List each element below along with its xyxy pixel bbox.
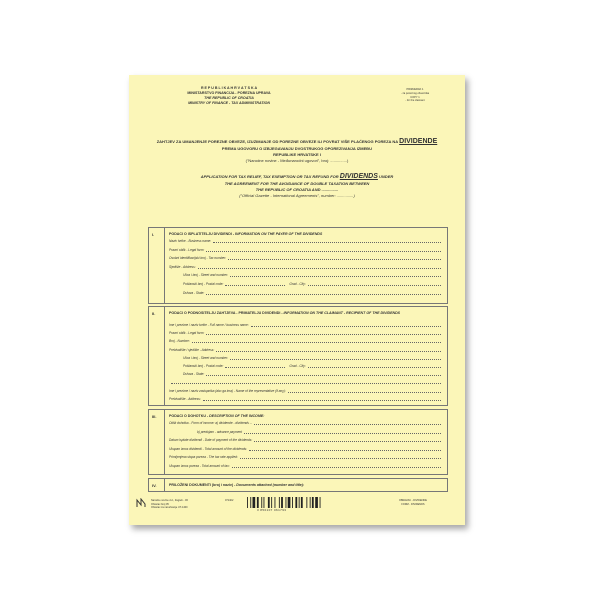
section-title-en: - INFORMATION ON THE CLAIMANT - RECIPIENT OF THE DIVIDENDS: [281, 311, 401, 315]
form-field[interactable]: [169, 282, 441, 286]
field-fill-line[interactable]: [206, 291, 441, 295]
barcode-bar: [250, 497, 251, 508]
form-field[interactable]: [169, 389, 441, 393]
form-field[interactable]: [169, 265, 441, 269]
title-reference: ("Official Gazette - International Agreements", number: ...............): [239, 193, 355, 198]
section-title-en: - Documents attached (number and title):: [234, 483, 305, 487]
title-text: UNDER: [379, 174, 394, 179]
field-fill-line[interactable]: [230, 273, 441, 277]
title-text: REPUBLIKE HRVATSKE I: [273, 152, 321, 157]
form-field[interactable]: [169, 364, 441, 368]
publisher-line: Obrazac broj 05: [151, 502, 169, 506]
form-field[interactable]: [169, 248, 441, 252]
field-label: Prebivalište - Address:: [169, 396, 201, 401]
field-fill-line[interactable]: [244, 430, 441, 434]
barcode-bar: [286, 497, 287, 508]
section-divider: [164, 410, 165, 474]
form-field[interactable]: [169, 397, 441, 401]
copy-line: PRIMJERAK 1: [406, 88, 424, 91]
header-line: R E P U B L I K A H R V A T S K A: [200, 86, 258, 90]
form-type-line: OBRAZAC - DIVIDENDE: [399, 499, 427, 502]
title-emphasis: DIVIDENDS: [339, 173, 378, 180]
field-label: Sjedište - Address:: [169, 264, 196, 269]
field-label: Naziv tvrtke - Business name:: [169, 239, 212, 243]
barcode-bar: [295, 497, 297, 508]
form-field[interactable]: [169, 421, 441, 425]
field-label: Ukupan iznos poreza - Total amount of tax:: [169, 464, 230, 468]
field-fill-line[interactable]: [198, 265, 441, 269]
title-reference: ("Narodne novine - Međunarodni ugovori", broj: ...............): [245, 158, 349, 163]
field-label: Prebivalište / sjedište - Address:: [169, 347, 215, 352]
field-label: Ime i prezime / naziv zastupnika (ako ga ima) - Name of the representative (if any):: [169, 388, 286, 393]
tax-form-page: [129, 75, 465, 525]
barcode-bar: [299, 497, 300, 508]
section-title: [169, 232, 441, 236]
barcode-bar: [253, 497, 256, 508]
barcode-bar: [310, 497, 311, 508]
publisher-line: Obrazac za naručivanje UT-1400: [151, 506, 188, 510]
section-title: [169, 483, 441, 487]
barcode-bar: [292, 497, 293, 508]
title-text: PREMA UGOVORU O IZBJEGAVANJU DVOSTRUKOG OPOREZIVANJA IZMEĐU: [221, 146, 373, 151]
field-label: Oblik dohotka - Form of income: a) dividende - dividends ...: [169, 421, 253, 425]
barcode-bar: [315, 497, 318, 508]
field-label: Pravni oblik - Legal form:: [169, 331, 205, 336]
section-title-hr: PRILOŽENI DOKUMENTI (broj i naziv): [169, 483, 234, 487]
field-fill-line[interactable]: [240, 455, 441, 459]
field-fill-line[interactable]: [206, 331, 441, 335]
field-label: Država - State:: [183, 290, 205, 295]
barcode-bar: [288, 497, 291, 508]
form-field[interactable]: [169, 256, 441, 260]
title-text: THE REPUBLIC OF CROATIA AND ...............: [255, 187, 339, 192]
form-field[interactable]: [169, 339, 441, 343]
form-section: [148, 409, 448, 475]
barcode-bar: [268, 497, 270, 508]
barcode-bar: [261, 497, 262, 508]
form-field[interactable]: [169, 372, 441, 376]
section-title: [169, 414, 441, 418]
section-title-hr: PODACI O ISPLATITELJU DIVIDENDI: [169, 232, 232, 236]
field-fill-line[interactable]: [213, 239, 441, 243]
barcode-bar: [312, 497, 314, 508]
section-title-hr: PODACI O DOHOTKU: [169, 414, 206, 418]
form-code: 071402: [225, 499, 234, 502]
field-label: Ukupan iznos dividendi - Total amount of the dividends:: [169, 446, 248, 451]
form-field[interactable]: [169, 356, 441, 360]
form-field[interactable]: [169, 323, 441, 327]
barcode-bar: [257, 497, 259, 508]
field-fill-line[interactable]: [308, 282, 441, 286]
barcode-bar: [271, 497, 272, 508]
form-type-line: FORM - DIVIDENDS: [401, 502, 425, 506]
field-label: Pravni oblik - Legal form:: [169, 247, 205, 252]
publisher-logo-icon: [136, 498, 146, 508]
title-text: ZAHTJEV ZA UMANJENJE POREZNE OBVEZE, IZUZIMANJE OD POREZNE OBVEZE ILI POVRAT VIŠE PLAĆENOG POREZA NA: [156, 139, 399, 144]
section-title: [169, 311, 441, 315]
section-title-en: - INFORMATION ON THE PAYER OF THE DIVIDENDS: [232, 232, 323, 236]
field-label: Ime i prezime / naziv tvrtke - Full name / business name:: [169, 323, 249, 327]
section-number: IV.: [152, 483, 157, 488]
field-fill-line[interactable]: [171, 380, 441, 384]
header-line: MINISTRY OF FINANCE - TAX ADMINISTRATION: [188, 100, 270, 105]
section-number: II.: [152, 311, 156, 316]
field-fill-line[interactable]: [249, 447, 441, 451]
form-field[interactable]: [169, 239, 441, 243]
field-label: Primijenjena stopa poreza - The tax rate applied:: [169, 455, 238, 460]
section-number: I.: [152, 232, 155, 237]
field-fill-line[interactable]: [251, 323, 441, 327]
form-field[interactable]: [169, 447, 441, 451]
publisher-info: [151, 500, 188, 511]
form-field[interactable]: [169, 430, 441, 434]
barcode-bar: [306, 497, 307, 508]
form-field[interactable]: [169, 331, 441, 335]
barcode: [246, 497, 346, 508]
form-section: [148, 227, 448, 304]
field-fill-line[interactable]: [232, 464, 441, 468]
field-fill-line[interactable]: [308, 364, 441, 368]
form-field[interactable]: [169, 464, 441, 468]
field-label: Država - State:: [183, 372, 205, 377]
field-label: Grad - City:: [289, 364, 306, 368]
field-fill-line[interactable]: [206, 372, 441, 376]
form-section: [148, 306, 448, 406]
title-emphasis: DIVIDENDE: [399, 138, 438, 145]
field-fill-line[interactable]: [225, 364, 285, 368]
header-line: THE REPUBLIC OF CROATIA: [204, 95, 254, 100]
form-field[interactable]: [169, 380, 441, 384]
barcode-bar: [279, 497, 280, 508]
field-fill-line[interactable]: [216, 348, 441, 352]
form-field[interactable]: [169, 438, 441, 442]
form-field[interactable]: [169, 291, 441, 295]
section-divider: [164, 479, 165, 491]
field-label: Poštanski broj - Postal code:: [183, 282, 224, 286]
field-fill-line[interactable]: [254, 438, 441, 442]
field-fill-line[interactable]: [288, 389, 441, 393]
field-label: Ulica i broj - Street and number:: [183, 355, 228, 360]
field-label: Datum isplate dividendi - Date of payment of the dividends:: [169, 438, 253, 443]
section-title-en: - DESCRIPTION OF THE INCOME:: [206, 414, 265, 418]
field-fill-line[interactable]: [203, 397, 441, 401]
field-fill-line[interactable]: [225, 282, 285, 286]
section-title-hr: PODACI O PODNOSITELJU ZAHTJEVA - PRIMATELJU DIVIDENDI: [169, 311, 281, 315]
field-fill-line[interactable]: [254, 421, 441, 425]
field-fill-line[interactable]: [192, 339, 441, 343]
field-fill-line[interactable]: [228, 256, 441, 260]
barcode-bar: [247, 497, 248, 508]
form-section: [148, 478, 448, 492]
title-english: [149, 173, 445, 200]
form-type-label: [399, 500, 427, 507]
field-label: Poštanski broj - Postal code:: [183, 364, 224, 368]
form-field[interactable]: [169, 455, 441, 459]
title-text: THE AGREEMENT FOR THE AVOIDANCE OF DOUBLE TAXATION BETWEEN: [224, 181, 370, 186]
field-label: Osobni identifikacijski broj - Tax number:: [169, 256, 227, 261]
barcode-number: 3 850107 061793: [257, 508, 287, 512]
field-label: Grad - City:: [289, 282, 306, 286]
section-number: III.: [152, 414, 157, 419]
field-fill-line[interactable]: [206, 248, 441, 252]
copy-label: [385, 89, 445, 104]
barcode-bar: [264, 497, 265, 508]
barcode-bar: [301, 497, 303, 508]
copy-line: - za poreznog obveznika: [400, 91, 430, 95]
field-label: b) predujam - advance payment: [197, 429, 243, 434]
copy-line: COPY 1: [410, 95, 420, 99]
form-field[interactable]: [169, 348, 441, 352]
section-divider: [164, 307, 165, 405]
form-header: [169, 87, 289, 107]
field-label: Broj - Number:: [169, 339, 190, 344]
title-croatian: [149, 138, 445, 165]
title-text: APPLICATION FOR TAX RELIEF, TAX EXEMPTION OR TAX REFUND FOR: [200, 174, 339, 179]
barcode-bar: [281, 497, 283, 508]
header-line: MINISTARSTVO FINANCIJA - POREZNA UPRAVA: [187, 90, 271, 95]
publisher-line: Narodne novine d.d., Zagreb - 06: [151, 499, 188, 502]
field-label: Ulica i broj - Street and number:: [183, 273, 228, 278]
field-fill-line[interactable]: [230, 356, 441, 360]
copy-line: - for the claimant: [405, 99, 425, 103]
barcode-bar: [320, 497, 321, 508]
section-divider: [164, 228, 165, 303]
form-field[interactable]: [169, 273, 441, 277]
barcode-bar: [275, 497, 276, 508]
